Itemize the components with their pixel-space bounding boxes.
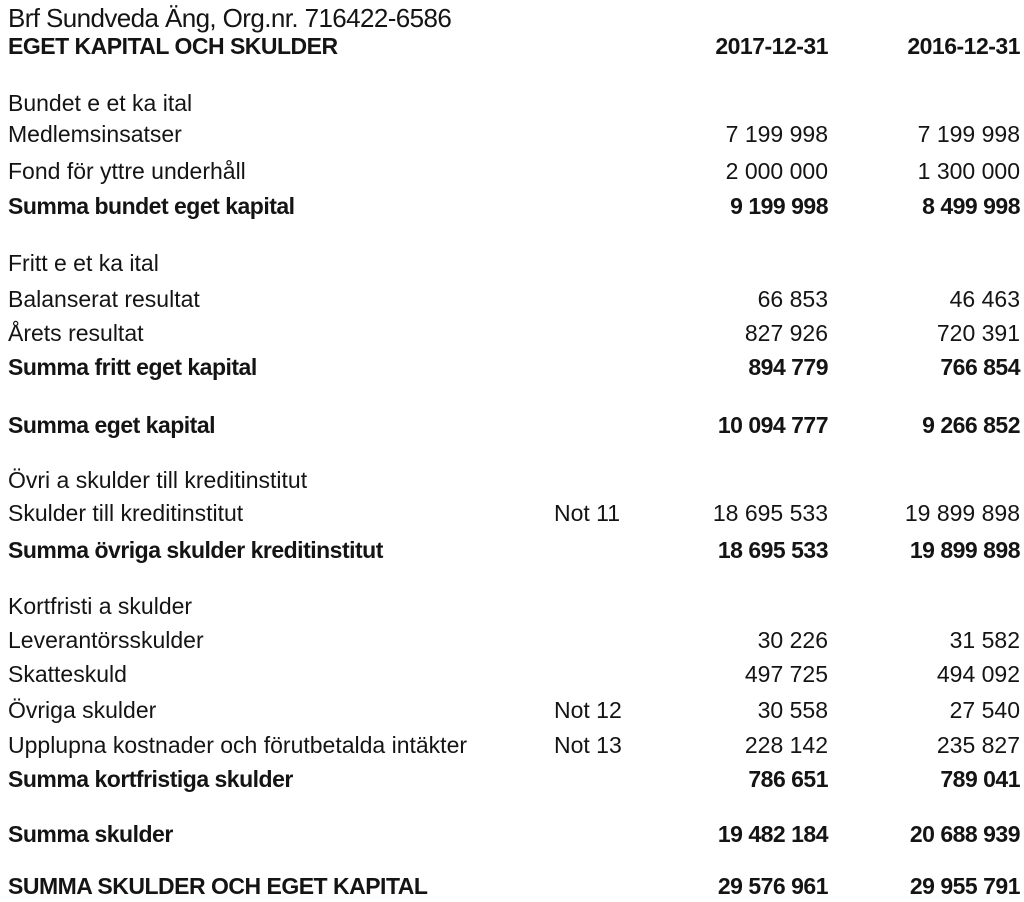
row-label: Summa skulder <box>8 821 173 847</box>
value-2017: 19 482 184 <box>717 821 828 847</box>
value-2017: 2 000 000 <box>725 158 828 184</box>
value-2016: 766 854 <box>940 354 1020 380</box>
row-label: Summa bundet eget kapital <box>8 193 295 219</box>
row-label: Övriga skulder <box>8 697 157 723</box>
column-header-2016: 2016-12-31 <box>907 33 1020 59</box>
table-row <box>0 624 1024 656</box>
value-2017: 228 142 <box>744 732 828 758</box>
subtotal-row <box>0 534 1024 566</box>
total-row <box>0 818 1024 850</box>
row-label: Bundet e et ka ital <box>8 90 193 116</box>
group-heading-row <box>0 247 1024 279</box>
row-label: Skatteskuld <box>8 661 127 687</box>
value-2016: 720 391 <box>936 320 1020 346</box>
value-2017: 786 651 <box>748 766 828 792</box>
value-2017: 66 853 <box>757 286 828 312</box>
value-2016: 9 266 852 <box>922 412 1020 438</box>
value-2016: 46 463 <box>949 286 1020 312</box>
table-row <box>0 729 1024 761</box>
row-label: Fritt e et ka ital <box>8 250 159 276</box>
value-2017: 18 695 533 <box>717 537 828 563</box>
row-label: Årets resultat <box>8 320 144 346</box>
row-label: Summa fritt eget kapital <box>8 354 257 380</box>
row-label: Medlemsinsatser <box>8 121 182 147</box>
row-label: Fond för yttre underhåll <box>8 158 246 184</box>
organization-line: Brf Sundveda Äng, Org.nr. 716422-6586 <box>8 3 452 33</box>
value-2016: 19 899 898 <box>909 537 1020 563</box>
value-2017: 30 226 <box>757 627 828 653</box>
note-reference: Not 11 <box>554 500 621 526</box>
table-row <box>0 658 1024 690</box>
value-2016: 1 300 000 <box>917 158 1020 184</box>
row-label: Summa kortfristiga skulder <box>8 766 293 792</box>
value-2016: 29 955 791 <box>909 873 1020 899</box>
section-title: EGET KAPITAL OCH SKULDER <box>8 33 338 59</box>
value-2016: 8 499 998 <box>922 193 1020 219</box>
value-2016: 494 092 <box>936 661 1020 687</box>
group-heading-row <box>0 590 1024 622</box>
total-row <box>0 409 1024 441</box>
row-label: Summa eget kapital <box>8 412 216 438</box>
row-label: Summa övriga skulder kreditinstitut <box>8 537 383 563</box>
value-2017: 7 199 998 <box>725 121 828 147</box>
row-label: Skulder till kreditinstitut <box>8 500 244 526</box>
value-2016: 27 540 <box>949 697 1020 723</box>
subtotal-row <box>0 190 1024 222</box>
table-row <box>0 317 1024 349</box>
value-2016: 20 688 939 <box>909 821 1020 847</box>
table-row <box>0 497 1024 529</box>
value-2016: 7 199 998 <box>917 121 1020 147</box>
row-label: Upplupna kostnader och förutbetalda intäkter <box>8 732 468 758</box>
subtotal-row <box>0 763 1024 795</box>
value-2017: 10 094 777 <box>717 412 828 438</box>
value-2017: 29 576 961 <box>717 873 828 899</box>
row-label: Leverantörsskulder <box>8 627 204 653</box>
row-label: Balanserat resultat <box>8 286 200 312</box>
value-2016: 31 582 <box>949 627 1020 653</box>
group-heading-row <box>0 87 1024 119</box>
value-2017: 497 725 <box>744 661 828 687</box>
value-2016: 19 899 898 <box>904 500 1020 526</box>
table-row <box>0 118 1024 150</box>
group-heading-row <box>0 464 1024 496</box>
value-2017: 30 558 <box>757 697 828 723</box>
table-row <box>0 694 1024 726</box>
grand-total-row <box>0 870 1024 902</box>
section-header-row <box>0 30 1024 62</box>
row-label: Kortfristi a skulder <box>8 593 193 619</box>
value-2017: 827 926 <box>744 320 828 346</box>
value-2017: 18 695 533 <box>712 500 828 526</box>
value-2017: 894 779 <box>748 354 828 380</box>
row-label: Övri a skulder till kreditinstitut <box>8 467 308 493</box>
table-row <box>0 155 1024 187</box>
note-reference: Not 13 <box>554 732 622 758</box>
value-2016: 789 041 <box>940 766 1020 792</box>
value-2017: 9 199 998 <box>730 193 828 219</box>
subtotal-row <box>0 351 1024 383</box>
table-row <box>0 283 1024 315</box>
note-reference: Not 12 <box>554 697 622 723</box>
value-2016: 235 827 <box>936 732 1020 758</box>
row-label: SUMMA SKULDER OCH EGET KAPITAL <box>8 873 428 899</box>
column-header-2017: 2017-12-31 <box>715 33 828 59</box>
